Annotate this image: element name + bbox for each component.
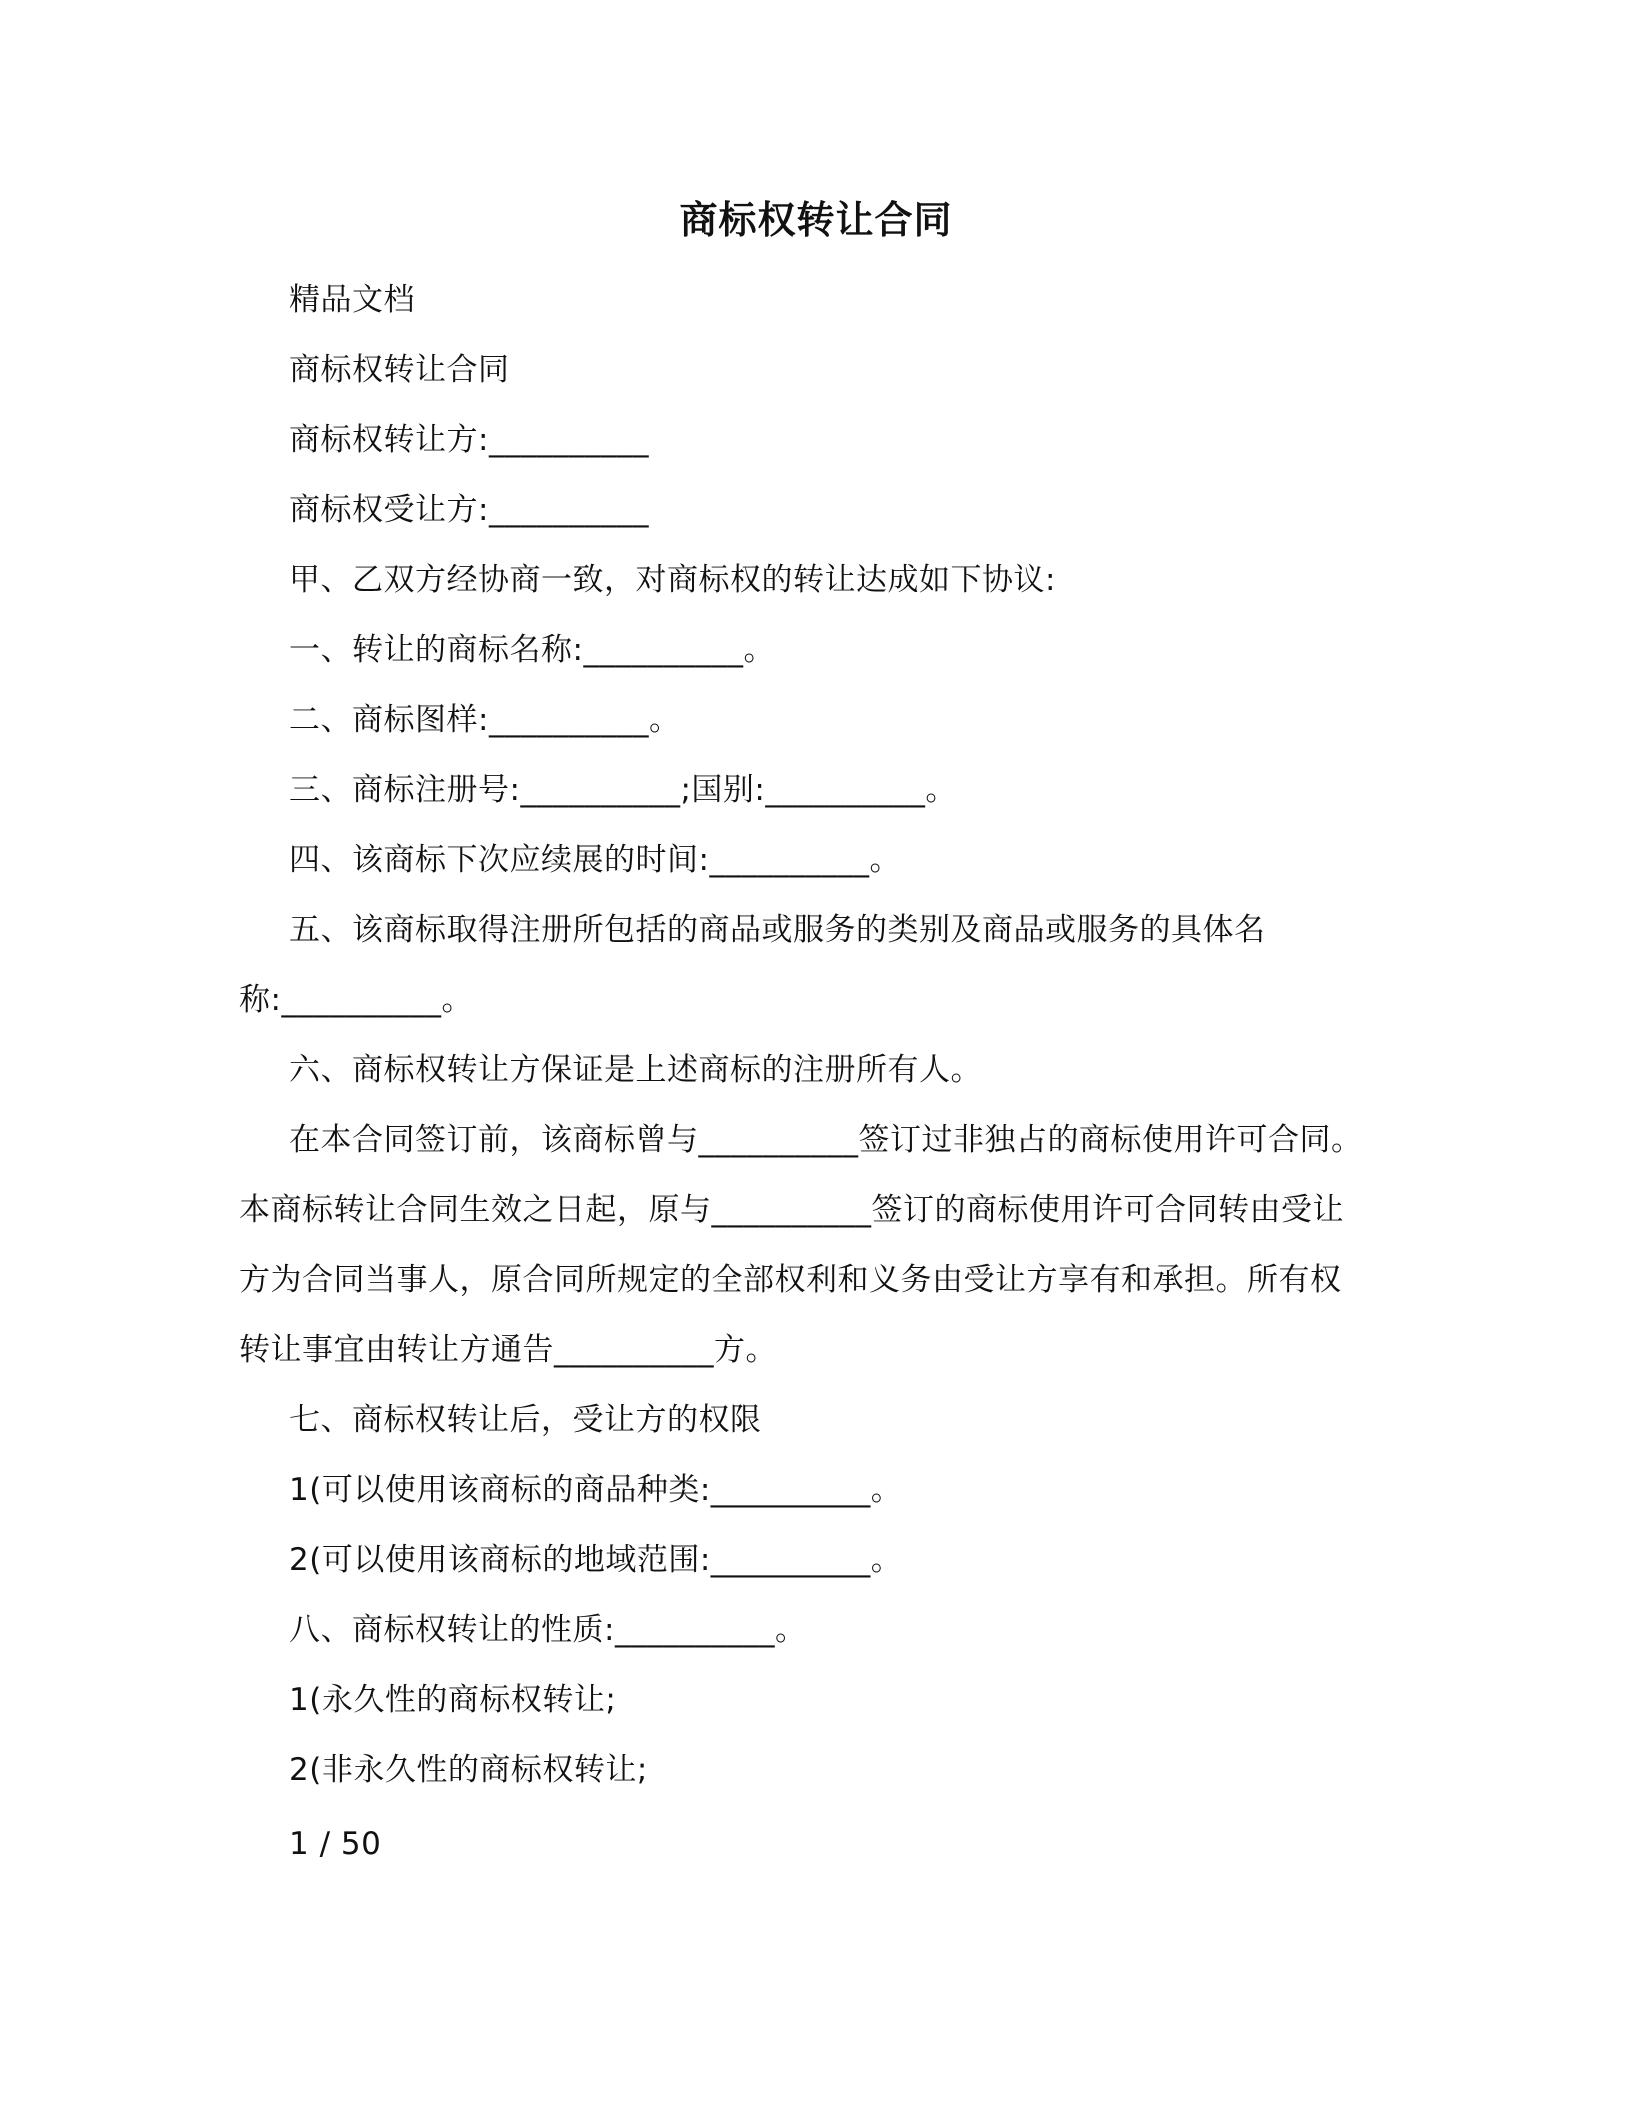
clause-5-line-1: 五、该商标取得注册所包括的商品或服务的类别及商品或服务的具体名 bbox=[289, 912, 1266, 948]
agreement-intro: 甲、乙双方经协商一致，对商标权的转让达成如下协议: bbox=[289, 562, 1056, 598]
clause-1: 一、转让的商标名称:__________。 bbox=[289, 632, 775, 668]
page-number: 1 / 50 bbox=[289, 1826, 382, 1862]
paragraph-line-2: 本商标转让合同生效之日起，原与__________签订的商标使用许可合同转由受让 bbox=[239, 1192, 1344, 1228]
contract-name: 商标权转让合同 bbox=[289, 352, 510, 388]
clause-2: 二、商标图样:__________。 bbox=[289, 702, 681, 738]
paragraph-line-3: 方为合同当事人，原合同所规定的全部权利和义务由受让方享有和承担。所有权 bbox=[239, 1262, 1342, 1298]
clause-4: 四、该商标下次应续展的时间:__________。 bbox=[289, 842, 901, 878]
clause-8: 八、商标权转让的性质:__________。 bbox=[289, 1612, 807, 1648]
transferee-field: 商标权受让方:__________ bbox=[289, 492, 649, 528]
paragraph-line-1: 在本合同签订前，该商标曾与__________签订过非独占的商标使用许可合同。 bbox=[289, 1122, 1363, 1158]
clause-7: 七、商标权转让后，受让方的权限 bbox=[289, 1402, 762, 1438]
document-title: 商标权转让合同 bbox=[679, 198, 953, 242]
clause-6: 六、商标权转让方保证是上述商标的注册所有人。 bbox=[289, 1052, 982, 1088]
clause-3: 三、商标注册号:__________;国别:__________。 bbox=[289, 772, 957, 808]
clause-5-line-2: 称:__________。 bbox=[239, 982, 473, 1018]
clause-7-item-2: 2(可以使用该商标的地域范围:__________。 bbox=[289, 1542, 903, 1578]
paragraph-line-4: 转让事宜由转让方通告__________方。 bbox=[239, 1332, 777, 1368]
header-label: 精品文档 bbox=[289, 282, 415, 318]
clause-8-item-2: 2(非永久性的商标权转让; bbox=[289, 1752, 648, 1788]
clause-8-item-1: 1(永久性的商标权转让; bbox=[289, 1682, 617, 1718]
transferor-field: 商标权转让方:__________ bbox=[289, 422, 649, 458]
clause-7-item-1: 1(可以使用该商标的商品种类:__________。 bbox=[289, 1472, 903, 1508]
